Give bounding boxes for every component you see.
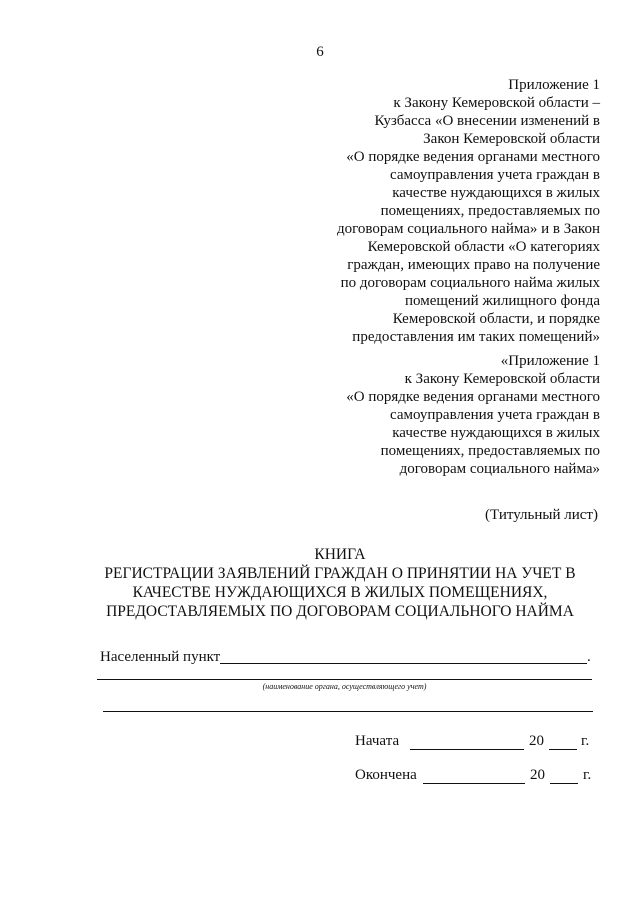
annex-header-line: качестве нуждающихся в жилых [392,185,600,201]
annex-quoted-line: качестве нуждающихся в жилых [392,425,600,441]
book-title-line: РЕГИСТРАЦИИ ЗАЯВЛЕНИЙ ГРАЖДАН О ПРИНЯТИИ НА УЧЕТ В [104,565,576,582]
settlement-label: Населенный пункт [100,649,221,665]
annex-quoted [346,352,600,478]
book-title [40,545,640,621]
settlement-field-line [220,663,587,664]
annex-header-line: предоставления им таких помещений» [352,329,600,345]
ended-year-suffix: г. [583,767,592,783]
book-title-line: КНИГА [314,546,366,563]
annex-header-line: самоуправления учета граждан в [389,167,600,183]
annex-header-line: помещений жилищного фонда [405,293,600,309]
started-date-line [410,749,524,750]
started-row [355,733,595,753]
annex-header-line: Приложение 1 [508,77,600,93]
annex-quoted-line: помещениях, предоставляемых по [380,443,600,459]
annex-quoted-line: договорам социального найма» [399,461,600,477]
sheet-note: (Титульный лист) [485,507,598,523]
annex-quoted-line: к Закону Кемеровской области [404,371,600,387]
organ-field-line [97,679,592,680]
annex-header-line: Кузбасса «О внесении изменений в [374,113,600,129]
annex-header-line: к Закону Кемеровской области – [393,95,600,111]
ended-date-line [423,783,525,784]
book-title-line: ПРЕДОСТАВЛЯЕМЫХ ПО ДОГОВОРАМ СОЦИАЛЬНОГО НАЙМА [106,603,574,620]
annex-header-line: помещениях, предоставляемых по [380,203,600,219]
annex-quoted-line: «Приложение 1 [500,353,600,369]
blank-field-line [103,711,593,712]
annex-header [337,76,600,346]
annex-header-line: по договорам социального найма жилых [340,275,600,291]
book-title-line: КАЧЕСТВЕ НУЖДАЮЩИХСЯ В ЖИЛЫХ ПОМЕЩЕНИЯХ, [132,584,548,601]
ended-year-line [550,783,578,784]
page-number: 6 [316,44,324,60]
ended-year-prefix: 20 [530,767,545,783]
started-year-suffix: г. [581,733,590,749]
annex-header-line: договорам социального найма» и в Закон [336,221,600,237]
annex-header-line: Кемеровской области «О категориях [367,239,600,255]
started-year-line [549,749,577,750]
settlement-end-dot: . [587,649,591,665]
started-label: Начата [355,733,400,749]
annex-quoted-line: самоуправления учета граждан в [389,407,600,423]
started-year-prefix: 20 [529,733,544,749]
annex-header-line: Кемеровской области, и порядке [392,311,600,327]
organ-caption: (наименование органа, осуществляющего учет) [262,682,427,691]
annex-header-line: «О порядке ведения органами местного [346,149,600,165]
ended-row [355,767,595,787]
annex-header-line: Закон Кемеровской области [423,131,600,147]
annex-quoted-line: «О порядке ведения органами местного [346,389,600,405]
annex-header-line: граждан, имеющих право на получение [347,257,600,273]
ended-label: Окончена [355,767,417,783]
